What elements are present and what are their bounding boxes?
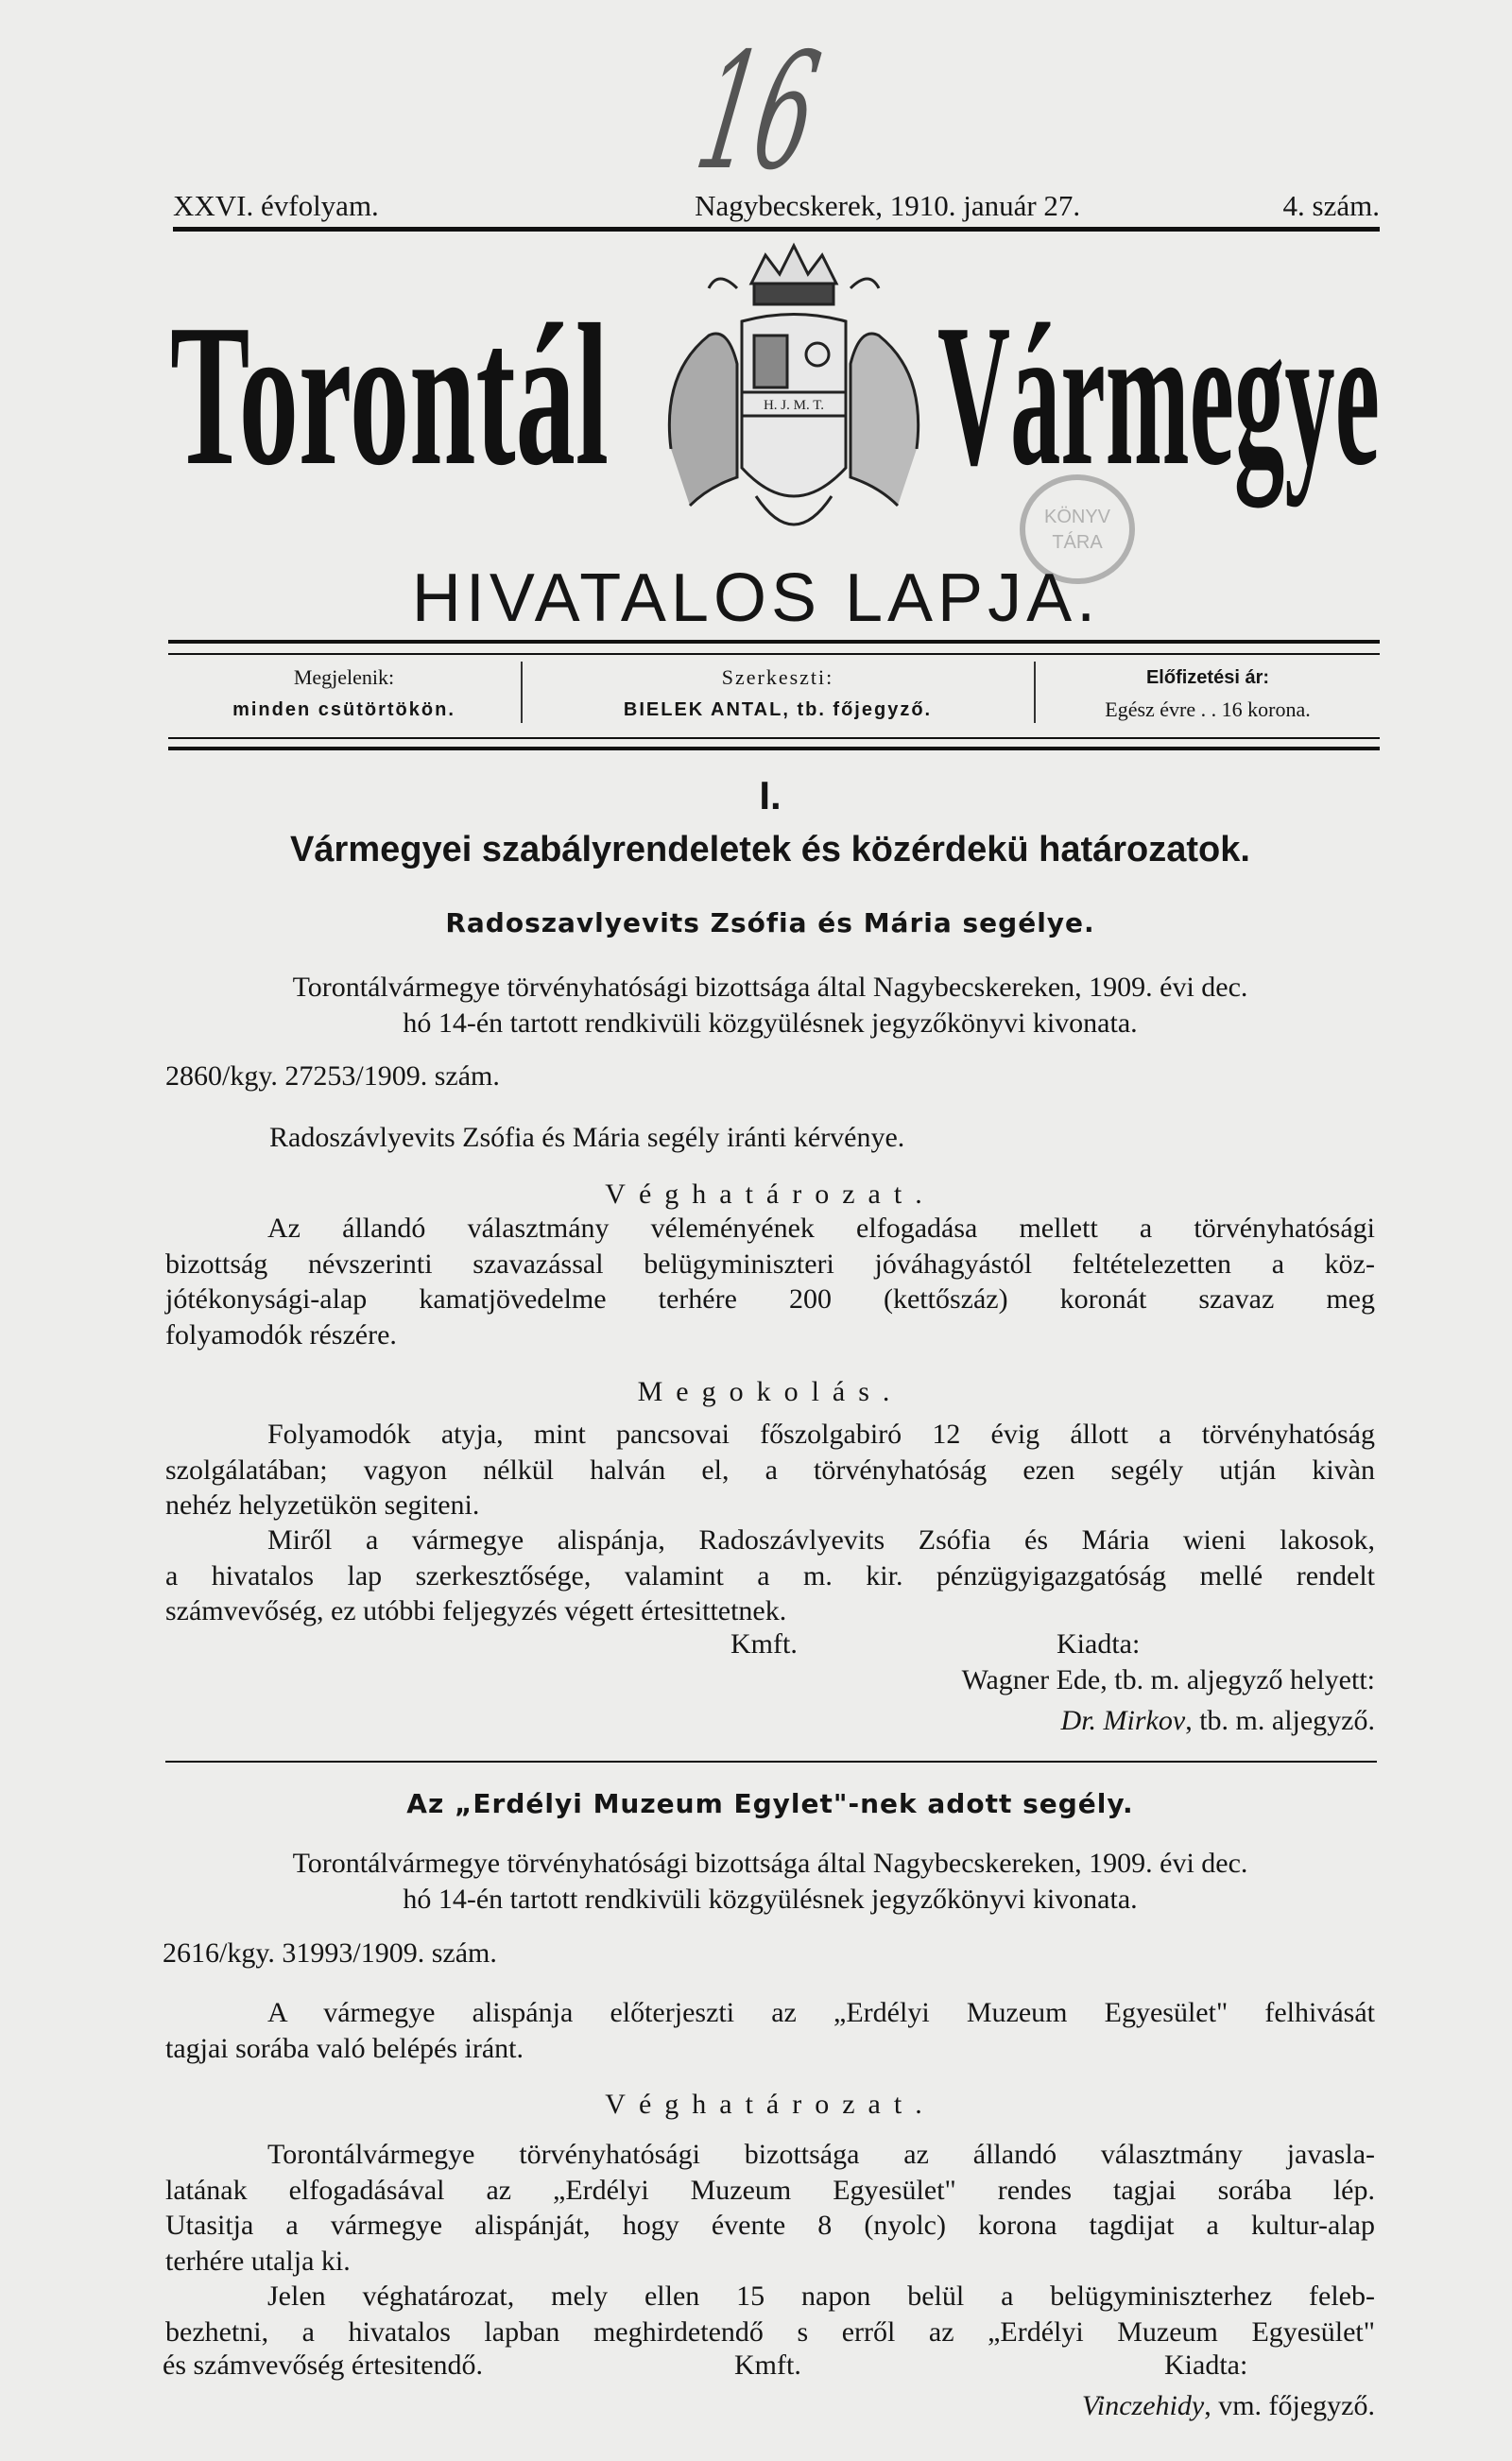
text-line: bezhetni, a hivatalos lapban meghirdetendő s erről az „Erdélyi Muzeum Egyesület"	[165, 2315, 1375, 2348]
text-line: hó 14-én tartott rendkivüli közgyülésnek jegyzőkönyvi kivonata.	[403, 1007, 1138, 1039]
issue-header	[173, 180, 1380, 223]
reference-number: 2616/kgy. 31993/1909. szám.	[163, 1937, 497, 1969]
section-title: Vármegyei szabályrendeletek és közérdekü határozatok.	[290, 830, 1250, 869]
decision-text	[165, 1211, 1375, 1352]
info-editor	[523, 662, 1033, 728]
kmft-label: Kmft.	[730, 1628, 798, 1660]
notice-last-line: és számvevőség értesitendő.	[163, 2349, 484, 2381]
editor-value: BIELEK ANTAL, tb. főjegyző.	[623, 699, 933, 720]
text-line: Miről a vármegye alispánja, Radoszávlyevits Zsófia és Mária wieni lakosok,	[267, 1524, 1375, 1556]
info-appears	[168, 662, 520, 728]
handwritten-page-number: 16	[685, 19, 831, 206]
signer-2-name: Dr. Mirkov	[1060, 1705, 1186, 1736]
section-number: I.	[759, 773, 782, 817]
stamp-text-top: KÖNYV	[1043, 507, 1111, 527]
text-line: a hivatalos lap szerkesztősége, valamint a m. kir. pénzügyigazgatóság mellé rendelt	[165, 1559, 1375, 1592]
decision-heading: Véghatározat.	[605, 1179, 936, 1210]
rule-thick-top	[168, 640, 1380, 644]
stamp-text-bottom: TÁRA	[1052, 532, 1103, 553]
text-line: bizottság névszerinti szavazással belügyminiszteri jóváhagyástól feltételezetten a köz-	[165, 1248, 1375, 1280]
text-line: jótékonysági-alap kamatjövedelme terhére 200 (kettőszáz) koronát szavaz meg	[165, 1283, 1375, 1315]
kiadta-label: Kiadta:	[1164, 2349, 1248, 2381]
title-right: Vármegye	[937, 284, 1380, 508]
text-line: terhére utalja ki.	[165, 2245, 351, 2277]
reason-heading: Megokolás.	[637, 1376, 903, 1407]
appears-label: Megjelenik:	[293, 665, 395, 689]
price-value: Egész évre . . 16 korona.	[1105, 697, 1311, 721]
title-right-svg	[936, 284, 1384, 510]
text-line: Folyamodók atyja, mint pancsovai főszolgabiró 12 évig állott a törvényhatóság	[267, 1419, 1375, 1450]
text-line: Torontálvármegye törvényhatósági bizottsága az állandó választmány javasla-	[267, 2139, 1375, 2170]
text-line: szolgálatában; vagyon nélkül halván el, a törvényhatóság ezen segély utján kivàn	[165, 1454, 1375, 1486]
subject-line: Radoszávlyevits Zsófia és Mária segély iránti kérvénye.	[269, 1122, 905, 1153]
text-line: tagjai sorába való belépés iránt.	[165, 2032, 524, 2064]
text-line: Jelen véghatározat, mely ellen 15 napon belül a belügyminiszterhez feleb-	[267, 2280, 1375, 2312]
text-line: Utasitja a vármegye alispánját, hogy évente 8 (nyolc) korona tagdijat a kultur-alap	[165, 2210, 1375, 2241]
crest-text: H. J. M. T.	[763, 398, 825, 413]
rule-thin-top	[168, 653, 1380, 655]
appears-value: minden csütörtökön.	[232, 699, 455, 720]
signer-2	[1061, 1705, 1375, 1737]
subtitle: HIVATALOS LAPJA.	[411, 560, 1101, 636]
kiadta-label: Kiadta:	[1057, 1628, 1141, 1660]
reason-text	[165, 1417, 1375, 1523]
article-intro	[165, 1846, 1375, 1917]
decision-heading: Véghatározat.	[605, 2089, 936, 2120]
info-price	[1036, 662, 1380, 728]
coat-of-arms-icon	[652, 232, 936, 562]
place-date: Nagybecskerek, 1910. január 27.	[695, 189, 1081, 222]
text-line: Az állandó választmány véleményének elfogadása mellett a törvényhatósági	[267, 1213, 1375, 1244]
article-intro	[165, 970, 1375, 1041]
title-left-svg	[168, 284, 612, 482]
signer-name: Vinczehidy	[1081, 2390, 1205, 2421]
notice-text	[165, 1523, 1375, 1629]
article-divider	[165, 1761, 1377, 1763]
signer-1: Wagner Ede, tb. m. aljegyző helyett:	[961, 1664, 1375, 1695]
signer	[1082, 2390, 1375, 2422]
rule-thick-bottom	[168, 747, 1380, 750]
decision-text	[165, 2137, 1375, 2279]
editor-label: Szerkeszti:	[721, 665, 834, 689]
text-line: számvevőség, ez utóbbi feljegyzés végett értesittetnek.	[165, 1595, 787, 1626]
proposal-text	[165, 1995, 1375, 2066]
issue-number: 4. szám.	[1282, 189, 1380, 222]
article-title: Radoszavlyevits Zsófia és Mária segélye.	[445, 907, 1095, 938]
text-line: folyamodók részére.	[165, 1318, 397, 1351]
title-left: Torontál	[170, 284, 609, 482]
rule-thin-bottom	[168, 737, 1380, 739]
volume-label: XXVI. évfolyam.	[173, 189, 379, 222]
reference-number: 2860/kgy. 27253/1909. szám.	[165, 1060, 500, 1092]
text-line: nehéz helyzetükön segiteni.	[165, 1489, 480, 1521]
signer-title: , vm. főjegyző.	[1204, 2390, 1375, 2421]
kmft-label: Kmft.	[734, 2349, 801, 2381]
price-label: Előfizetési ár:	[1145, 667, 1270, 688]
text-line: Torontálvármegye törvényhatósági bizottsága által Nagybecskereken, 1909. évi dec.	[292, 972, 1248, 1003]
article-title: Az „Erdélyi Muzeum Egylet"-nek adott segély.	[406, 1788, 1134, 1819]
text-line: hó 14-én tartott rendkivüli közgyülésnek jegyzőkönyvi kivonata.	[403, 1883, 1138, 1915]
text-line: latának elfogadásával az „Erdélyi Muzeum Egyesület" rendes tagjai sorába lép.	[165, 2174, 1375, 2206]
signer-2-title: , tb. m. aljegyző.	[1185, 1705, 1375, 1736]
notice-text	[165, 2279, 1375, 2349]
text-line: Torontálvármegye törvényhatósági bizottsága által Nagybecskereken, 1909. évi dec.	[292, 1848, 1248, 1879]
text-line: A vármegye alispánja előterjeszti az „Erdélyi Muzeum Egyesület" felhivását	[267, 1997, 1375, 2028]
